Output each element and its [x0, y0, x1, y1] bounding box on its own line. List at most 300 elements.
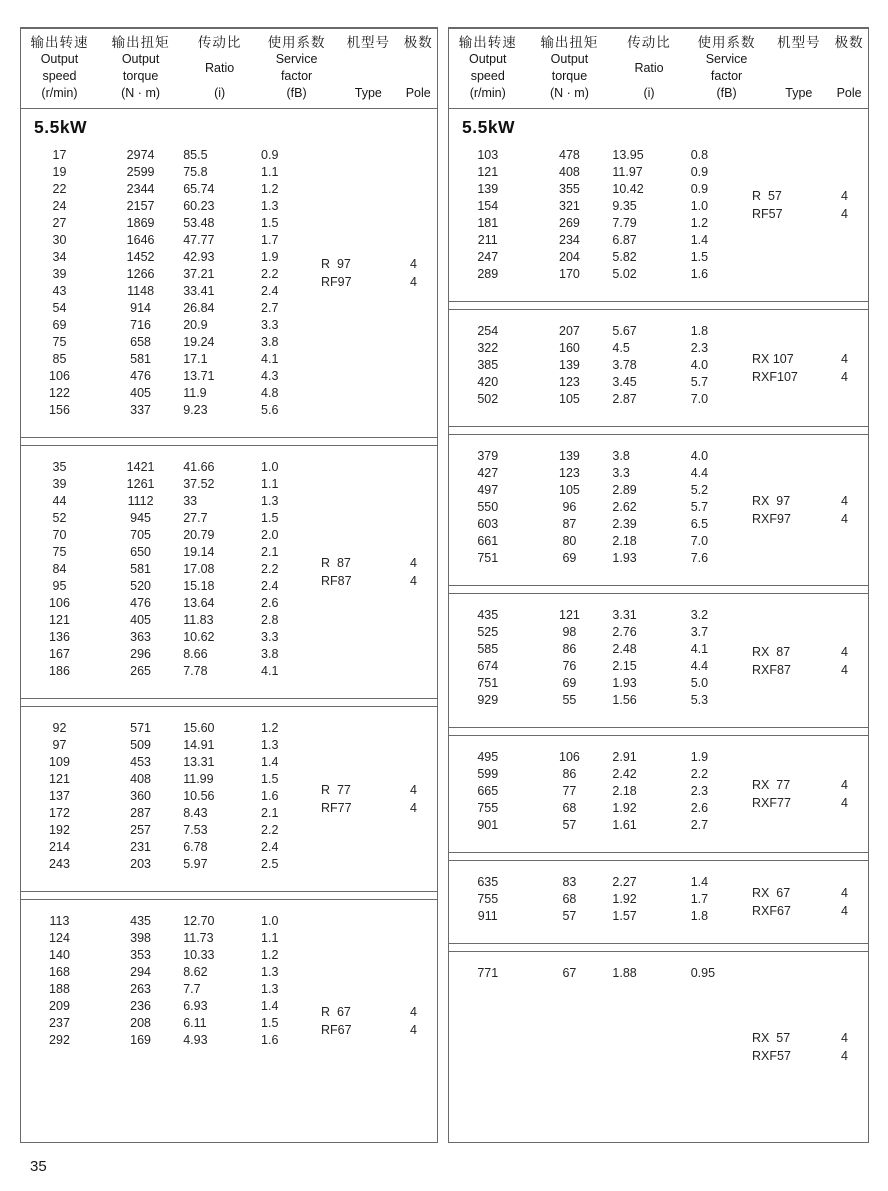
cell-output-torque: 355 [559, 182, 580, 196]
cell-service-factor: 2.2 [261, 823, 279, 837]
cell-output-torque: 658 [130, 335, 152, 349]
header-label: Type [354, 86, 382, 100]
type-pole-block [321, 781, 417, 817]
cell-service-factor: 2.7 [690, 818, 709, 832]
cell-output-torque: 76 [562, 659, 577, 673]
cell-output-speed: 139 [477, 182, 499, 196]
cell-output-speed: 70 [52, 528, 67, 542]
cell-output-speed: 75 [52, 335, 67, 349]
table-row [449, 249, 868, 266]
cell-ratio: 19.14 [183, 545, 215, 559]
header-label: Type [785, 86, 813, 100]
cell-ratio: 11.83 [183, 613, 214, 627]
table-row [21, 198, 437, 215]
type-label: RXF97 [752, 512, 791, 526]
type-pole-block [321, 255, 417, 291]
table-row [21, 754, 437, 771]
cell-output-torque: 337 [130, 403, 152, 417]
cell-output-speed: 85 [52, 352, 67, 366]
cell-output-torque: 435 [130, 914, 152, 928]
cell-service-factor: 0.95 [690, 966, 716, 980]
header-label: 输出转速 [30, 35, 89, 50]
cell-service-factor: 4.1 [690, 642, 709, 656]
cell-output-speed: 901 [477, 818, 499, 832]
cell-service-factor: 7.0 [690, 534, 709, 548]
table-row [21, 964, 437, 981]
cell-service-factor: 2.7 [261, 301, 279, 315]
type-pole-line [752, 776, 848, 794]
cell-service-factor: 3.3 [261, 318, 279, 332]
type-label: RXF57 [752, 1049, 791, 1063]
cell-service-factor: 1.3 [261, 199, 279, 213]
cell-output-torque: 170 [559, 267, 580, 281]
pole-value: 4 [841, 778, 848, 792]
cell-service-factor: 1.3 [261, 982, 279, 996]
cell-ratio: 11.9 [183, 386, 207, 400]
cell-output-speed: 495 [477, 750, 499, 764]
cell-output-speed: 121 [477, 165, 499, 179]
cell-ratio: 2.27 [612, 875, 637, 889]
cell-service-factor: 3.2 [690, 608, 709, 622]
cell-output-speed: 39 [52, 267, 67, 281]
header-label: 极数 [834, 35, 864, 50]
cell-output-torque: 263 [130, 982, 152, 996]
cell-output-speed: 771 [477, 966, 499, 980]
cell-ratio: 1.61 [612, 818, 637, 832]
cell-output-torque: 87 [562, 517, 577, 531]
cell-ratio: 13.64 [183, 596, 215, 610]
cell-service-factor: 3.7 [690, 625, 709, 639]
cell-output-torque: 265 [130, 664, 152, 678]
cell-ratio: 5.97 [183, 857, 208, 871]
type-label: R 87 [321, 556, 351, 570]
cell-service-factor: 1.5 [261, 1016, 279, 1030]
cell-ratio: 8.66 [183, 647, 208, 661]
table-row [21, 215, 437, 232]
cell-ratio: 2.62 [612, 500, 637, 514]
cell-output-speed: 237 [49, 1016, 70, 1030]
table-row [449, 323, 868, 340]
header-label: Ratio [205, 60, 235, 75]
cell-service-factor: 2.5 [261, 857, 279, 871]
cell-ratio: 33.41 [183, 284, 215, 298]
cell-ratio: 2.39 [612, 517, 637, 531]
cell-ratio: 7.53 [183, 823, 208, 837]
cell-output-speed: 54 [52, 301, 67, 315]
cell-output-speed: 172 [49, 806, 70, 820]
cell-output-speed: 113 [49, 914, 70, 928]
cell-service-factor: 1.2 [690, 216, 709, 230]
cell-output-speed: 751 [477, 551, 499, 565]
cell-output-torque: 363 [130, 630, 152, 644]
table-row [21, 164, 437, 181]
cell-output-torque: 360 [130, 789, 152, 803]
cell-ratio: 8.43 [183, 806, 208, 820]
cell-service-factor: 3.8 [261, 335, 279, 349]
cell-output-torque: 405 [130, 386, 152, 400]
type-pole-line [752, 902, 848, 920]
type-label: RF77 [321, 801, 352, 815]
cell-output-torque: 945 [130, 511, 152, 525]
header-label: 传动比 [627, 35, 671, 50]
header-label: (r/min) [41, 86, 78, 100]
type-pole-line [752, 643, 848, 661]
cell-output-torque: 55 [562, 693, 577, 707]
cell-ratio: 13.71 [183, 369, 215, 383]
cell-service-factor: 3.8 [261, 647, 279, 661]
table-section [449, 434, 868, 586]
type-pole-line [321, 273, 417, 291]
cell-output-speed: 322 [477, 341, 499, 355]
type-label: RF57 [752, 207, 783, 221]
header-label: factor [280, 69, 313, 83]
power-rating-title: 5.5kW [34, 117, 88, 137]
cell-service-factor: 1.3 [261, 965, 279, 979]
table-row [449, 817, 868, 834]
header-label: torque [551, 69, 588, 83]
cell-output-speed: 674 [477, 659, 499, 673]
cell-ratio: 7.7 [183, 982, 201, 996]
cell-service-factor: 1.0 [261, 914, 279, 928]
table-section [449, 593, 868, 728]
cell-service-factor: 2.1 [261, 545, 279, 559]
cell-output-torque: 69 [562, 676, 577, 690]
table-row [21, 930, 437, 947]
header-label: 使用系数 [267, 35, 326, 50]
cell-output-speed: 122 [49, 386, 70, 400]
table-row [449, 147, 868, 164]
pole-value: 4 [841, 662, 848, 677]
cell-ratio: 42.93 [183, 250, 215, 264]
cell-output-speed: 154 [477, 199, 499, 213]
type-label: RXF87 [752, 662, 791, 677]
pole-value: 4 [841, 886, 848, 900]
cell-service-factor: 4.1 [261, 352, 279, 366]
table-row [21, 646, 437, 663]
type-pole-line [752, 350, 848, 368]
cell-output-speed: 121 [49, 613, 70, 627]
cell-output-speed: 661 [477, 534, 499, 548]
cell-output-speed: 19 [52, 165, 67, 179]
cell-ratio: 13.95 [612, 148, 644, 162]
type-label: R 67 [321, 1005, 351, 1019]
header-column-type [337, 35, 399, 101]
cell-output-speed: 603 [477, 517, 499, 531]
cell-service-factor: 1.2 [261, 182, 279, 196]
cell-output-torque: 160 [559, 341, 580, 355]
type-pole-line [321, 1021, 417, 1039]
pole-value: 4 [841, 1049, 848, 1063]
cell-service-factor: 1.5 [261, 772, 279, 786]
pole-value: 4 [841, 370, 848, 384]
table-section [21, 445, 437, 699]
cell-output-speed: 137 [49, 789, 70, 803]
cell-output-speed: 247 [477, 250, 499, 264]
cell-output-torque: 408 [130, 772, 152, 786]
cell-service-factor: 4.1 [261, 664, 279, 678]
cell-service-factor: 1.6 [261, 1033, 279, 1047]
cell-output-torque: 123 [559, 466, 580, 480]
cell-output-speed: 75 [52, 545, 67, 559]
cell-service-factor: 1.5 [690, 250, 709, 264]
cell-service-factor: 1.6 [261, 789, 279, 803]
cell-ratio: 4.5 [612, 341, 630, 355]
cell-output-torque: 77 [562, 784, 577, 798]
cell-ratio: 9.23 [183, 403, 208, 417]
cell-output-torque: 80 [562, 534, 577, 548]
pole-value: 4 [841, 644, 848, 659]
table-row [21, 317, 437, 334]
cell-service-factor: 2.3 [690, 784, 709, 798]
header-column-pole [830, 35, 868, 101]
cell-output-torque: 1261 [126, 477, 155, 491]
cell-output-speed: 140 [49, 948, 70, 962]
cell-output-torque: 2974 [126, 148, 155, 162]
type-label: R 77 [321, 783, 351, 797]
cell-output-torque: 208 [130, 1016, 152, 1030]
header-column-ratio [183, 35, 256, 101]
cell-service-factor: 5.2 [690, 483, 709, 497]
cell-output-torque: 257 [130, 823, 152, 837]
cell-output-torque: 294 [130, 965, 152, 979]
cell-output-torque: 321 [559, 199, 580, 213]
cell-output-torque: 1148 [127, 284, 155, 298]
cell-service-factor: 1.7 [261, 233, 279, 247]
type-pole-line [321, 554, 417, 572]
table-row [449, 607, 868, 624]
cell-output-speed: 44 [52, 494, 67, 508]
table-row [21, 334, 437, 351]
cell-output-torque: 123 [559, 375, 580, 389]
header-label: (fB) [286, 86, 307, 100]
cell-service-factor: 2.2 [261, 267, 279, 281]
type-pole-block [752, 1029, 848, 1065]
cell-output-torque: 1452 [126, 250, 155, 264]
cell-ratio: 2.15 [612, 659, 637, 673]
cell-ratio: 37.21 [183, 267, 215, 281]
cell-output-torque: 139 [559, 358, 580, 372]
cell-service-factor: 1.7 [690, 892, 709, 906]
cell-service-factor: 1.9 [261, 250, 279, 264]
cell-ratio: 2.76 [612, 625, 637, 639]
cell-output-torque: 581 [130, 352, 152, 366]
cell-output-speed: 167 [49, 647, 70, 661]
header-column-service-factor [686, 35, 768, 101]
header-column-pole [400, 35, 437, 101]
header-label: 输出扭矩 [111, 35, 170, 50]
cell-service-factor: 1.4 [261, 999, 279, 1013]
cell-output-speed: 497 [477, 483, 499, 497]
type-pole-block [321, 554, 417, 590]
cell-service-factor: 1.3 [261, 494, 279, 508]
type-pole-line [752, 205, 848, 223]
header-label: 使用系数 [697, 35, 756, 50]
cell-output-torque: 207 [559, 324, 580, 338]
cell-service-factor: 1.0 [690, 199, 709, 213]
cell-output-torque: 1266 [126, 267, 155, 281]
pole-value: 4 [841, 796, 848, 810]
cell-output-torque: 650 [130, 545, 152, 559]
cell-ratio: 3.8 [612, 449, 630, 463]
header-column-ratio [612, 35, 685, 101]
cell-output-torque: 69 [562, 551, 577, 565]
cell-output-torque: 57 [562, 909, 577, 923]
type-label: RXF107 [752, 370, 798, 384]
cell-output-speed: 17 [52, 148, 67, 162]
header-label: Output [121, 52, 160, 66]
cell-output-speed: 420 [477, 375, 499, 389]
header-label: speed [470, 69, 505, 83]
cell-service-factor: 1.4 [261, 755, 279, 769]
cell-service-factor: 1.9 [690, 750, 709, 764]
cell-ratio: 11.97 [612, 165, 643, 179]
header-label: Service [705, 52, 748, 66]
type-label: RF97 [321, 275, 352, 289]
table-row [21, 493, 437, 510]
cell-output-torque: 68 [562, 801, 577, 815]
cell-output-speed: 502 [477, 392, 499, 406]
cell-output-speed: 168 [49, 965, 70, 979]
cell-service-factor: 6.5 [690, 517, 709, 531]
table-row [449, 391, 868, 408]
cell-ratio: 1.92 [612, 801, 637, 815]
cell-ratio: 75.8 [183, 165, 208, 179]
cell-ratio: 2.18 [612, 784, 637, 798]
cell-output-torque: 86 [562, 767, 577, 781]
type-pole-line [752, 368, 848, 386]
type-pole-line [752, 1029, 848, 1047]
cell-output-torque: 353 [130, 948, 152, 962]
cell-service-factor: 1.5 [261, 511, 279, 525]
cell-output-speed: 243 [49, 857, 70, 871]
pole-value: 4 [841, 904, 848, 918]
cell-output-speed: 92 [52, 721, 67, 735]
cell-output-torque: 105 [559, 483, 580, 497]
cell-output-speed: 755 [477, 801, 499, 815]
type-pole-line [321, 1003, 417, 1021]
cell-ratio: 13.31 [183, 755, 215, 769]
cell-ratio: 41.66 [183, 460, 215, 474]
cell-output-speed: 550 [477, 500, 499, 514]
cell-output-speed: 84 [52, 562, 67, 576]
type-pole-line [752, 187, 848, 205]
table-row [21, 839, 437, 856]
cell-service-factor: 1.3 [261, 738, 279, 752]
cell-output-speed: 156 [49, 403, 70, 417]
cell-ratio: 10.56 [183, 789, 215, 803]
cell-service-factor: 2.3 [690, 341, 709, 355]
header-column-service-factor [256, 35, 337, 101]
cell-ratio: 6.78 [183, 840, 208, 854]
pole-value: 4 [410, 1023, 417, 1037]
type-label: RXF77 [752, 796, 791, 810]
cell-ratio: 5.02 [612, 267, 637, 281]
table-section [449, 109, 868, 302]
table-row [21, 351, 437, 368]
header-label: (fB) [716, 86, 737, 100]
table-row [449, 692, 868, 709]
cell-ratio: 15.60 [183, 721, 215, 735]
cell-ratio: 20.9 [183, 318, 208, 332]
cell-output-speed: 121 [49, 772, 70, 786]
cell-output-speed: 755 [477, 892, 499, 906]
pole-value: 4 [841, 352, 848, 366]
cell-output-torque: 203 [130, 857, 152, 871]
header-column-output-speed [21, 35, 98, 101]
cell-output-speed: 188 [49, 982, 70, 996]
cell-output-speed: 136 [49, 630, 70, 644]
table-row [449, 164, 868, 181]
cell-ratio: 33 [183, 494, 198, 508]
cell-ratio: 2.42 [612, 767, 637, 781]
header-label: Pole [405, 86, 431, 100]
cell-ratio: 11.99 [183, 772, 214, 786]
table-row [21, 300, 437, 317]
cell-service-factor: 5.7 [690, 375, 709, 389]
cell-ratio: 6.93 [183, 999, 208, 1013]
header-label: Output [468, 52, 507, 66]
cell-output-torque: 408 [559, 165, 580, 179]
table-row [21, 663, 437, 680]
table-section [21, 706, 437, 892]
cell-output-torque: 476 [130, 369, 152, 383]
table-row [449, 465, 868, 482]
cell-service-factor: 1.0 [261, 460, 279, 474]
cell-output-speed: 427 [477, 466, 499, 480]
cell-service-factor: 1.1 [261, 165, 279, 179]
header-label: Service [275, 52, 318, 66]
cell-output-speed: 911 [477, 909, 498, 923]
table-row [21, 232, 437, 249]
cell-service-factor: 2.1 [261, 806, 279, 820]
table-row [21, 981, 437, 998]
cell-service-factor: 1.6 [690, 267, 709, 281]
table-row [449, 624, 868, 641]
type-pole-line [752, 510, 848, 528]
cell-output-torque: 139 [559, 449, 580, 463]
pole-value: 4 [410, 275, 417, 289]
cell-ratio: 1.92 [612, 892, 637, 906]
cell-output-speed: 435 [477, 608, 499, 622]
cell-output-torque: 453 [130, 755, 152, 769]
cell-ratio: 9.35 [612, 199, 637, 213]
cell-output-speed: 385 [477, 358, 499, 372]
cell-ratio: 2.87 [612, 392, 637, 406]
cell-output-torque: 269 [559, 216, 580, 230]
type-pole-line [752, 1047, 848, 1065]
table-section [449, 309, 868, 427]
cell-service-factor: 7.0 [690, 392, 709, 406]
cell-ratio: 1.93 [612, 676, 637, 690]
cell-service-factor: 3.3 [261, 630, 279, 644]
cell-ratio: 2.18 [612, 534, 637, 548]
type-pole-line [321, 572, 417, 590]
cell-ratio: 2.89 [612, 483, 637, 497]
header-column-output-torque [98, 35, 183, 101]
cell-ratio: 12.70 [183, 914, 215, 928]
power-rating-title: 5.5kW [462, 117, 516, 137]
cell-output-torque: 121 [559, 608, 580, 622]
table-row [21, 856, 437, 873]
header-label: Pole [836, 86, 862, 100]
cell-ratio: 4.93 [183, 1033, 208, 1047]
cell-service-factor: 4.4 [690, 466, 709, 480]
cell-ratio: 27.7 [183, 511, 208, 525]
type-label: R 97 [321, 257, 351, 271]
cell-output-torque: 398 [130, 931, 152, 945]
type-label: RF87 [321, 574, 352, 588]
cell-ratio: 85.5 [183, 148, 208, 162]
